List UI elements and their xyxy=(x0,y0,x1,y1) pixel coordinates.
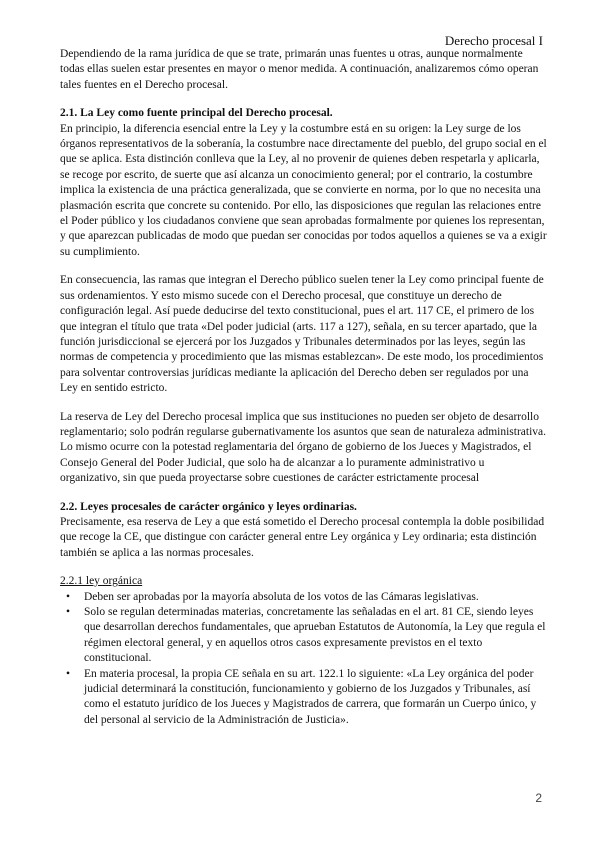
list-item-text: Solo se regulan determinadas materias, concretamente las señaladas en el art. 81 CE, siendo leyes que desarrollan derechos fundamentales, que aprueban Estatutos de Autonomía, la Ley que regula el régimen electoral general, y en aquellos otros casos expresamente previstos en el texto constitucional. xyxy=(84,606,546,665)
section-heading-2-1: 2.1. La Ley como fuente principal del Derecho procesal. xyxy=(60,107,333,120)
section-2-1-paragraph-1: En principio, la diferencia esencial entre la Ley y la costumbre está en su origen: la Ley surge de los órganos representativos de la soberanía, la costumbre nace directamente del pueblo, del grupo social en el que se aplica. Esta distinción conlleva que la Ley, al no provenir de quienes deben respetarla y aplicarla, se recoge por escrito, de suerte que así alcanza un conocimiento general; por el contrario, la costumbre implica la existencia de una práctica generalizada, que se convierte en norma, por lo que no necesita una plasmación escrita que concrete su contenido. Por ello, las disposiciones que regulan las relaciones entre el Poder público y los ciudadanos conviene que sean aprobadas formalmente por quienes los representan, y que aparezcan publicadas de modo que puedan ser conocidas por todos aquellos a quienes se va a exigir su cumplimiento. xyxy=(60,122,547,258)
section-2-1-paragraph-3: La reserva de Ley del Derecho procesal implica que sus instituciones no pueden ser objeto de desarrollo reglamentario; solo podrán regularse gubernativamente los asuntos que sean de naturaleza administrativa. Lo mismo ocurre con la potestad reglamentaria del órgano de gobierno de los Jueces y Magistrados, el Consejo General del Poder Judicial, que solo ha de alcanzar a lo puramente administrativo u organizativo, sin que pueda proyectarse sobre cuestiones de carácter estrictamente procesal xyxy=(60,410,547,485)
running-header: Derecho procesal I xyxy=(444,33,543,48)
spacer xyxy=(60,397,547,410)
bullet-icon: • xyxy=(66,667,71,680)
intro-paragraph: Dependiendo de la rama jurídica de que se trate, primarán unas fuentes u otras, aunque normalmente todas ellas suelen estar presentes en mayor o menor medida. A continuación, analizaremos cómo operan tales fuentes en el Derecho procesal. xyxy=(60,48,539,91)
subsection-heading-2-2-1: 2.2.1 ley orgánica xyxy=(60,575,143,588)
list-item-text: Deben ser aprobadas por la mayoría absoluta de los votos de las Cámaras legislativas. xyxy=(84,590,479,603)
bullet-icon: • xyxy=(66,590,71,603)
list-item xyxy=(60,667,547,729)
spacer xyxy=(60,487,547,500)
spacer xyxy=(60,93,547,106)
bullet-list xyxy=(60,590,547,729)
section-heading-2-2: 2.2. Leyes procesales de carácter orgánico y leyes ordinarias. xyxy=(60,500,357,513)
document-body xyxy=(60,47,547,728)
list-item xyxy=(60,590,547,605)
page-number: 2 xyxy=(535,791,542,805)
section-2-2-paragraph-1: Precisamente, esa reserva de Ley a que está sometido el Derecho procesal contempla la doble posibilidad que recoge la CE, que distingue con carácter general entre Ley orgánica y Ley ordinaria; esta distinción también se aplica a las normas procesales. xyxy=(60,515,545,559)
bullet-icon: • xyxy=(66,606,71,618)
spacer xyxy=(60,260,547,273)
spacer xyxy=(60,561,547,574)
list-item xyxy=(60,605,547,667)
list-item-text: En materia procesal, la propia CE señala en su art. 122.1 lo siguiente: «La Ley orgánica del poder judicial determinará la constitución, funcionamiento y gobierno de los Juzgados y Tribunales, así como el estatuto jurídico de los Jueces y Magistrados de carrera, que formarán un Cuerpo único, y del personal al servicio de la Administración de Justicia». xyxy=(84,667,537,726)
section-2-1-paragraph-2: En consecuencia, las ramas que integran el Derecho público suelen tener la Ley como principal fuente de sus ordenamientos. Y esto mismo sucede con el Derecho procesal, que constituye un derecho de configuración legal. Así puede deducirse del texto constitucional, pues el art. 117 CE, el primero de los que integran el título que trata «Del poder judicial (arts. 117 a 127), señala, en su tercer apartado, que la función jurisdiccional se ejercerá por los Juzgados y Tribunales determinados por las leyes, según las normas de competencia y procedimiento que las mismas establezcan». De este modo, los procedimientos para solventar controversias jurídicas mediante la aplicación del Derecho deben ser regulados por una Ley en sentido estricto. xyxy=(60,274,544,395)
